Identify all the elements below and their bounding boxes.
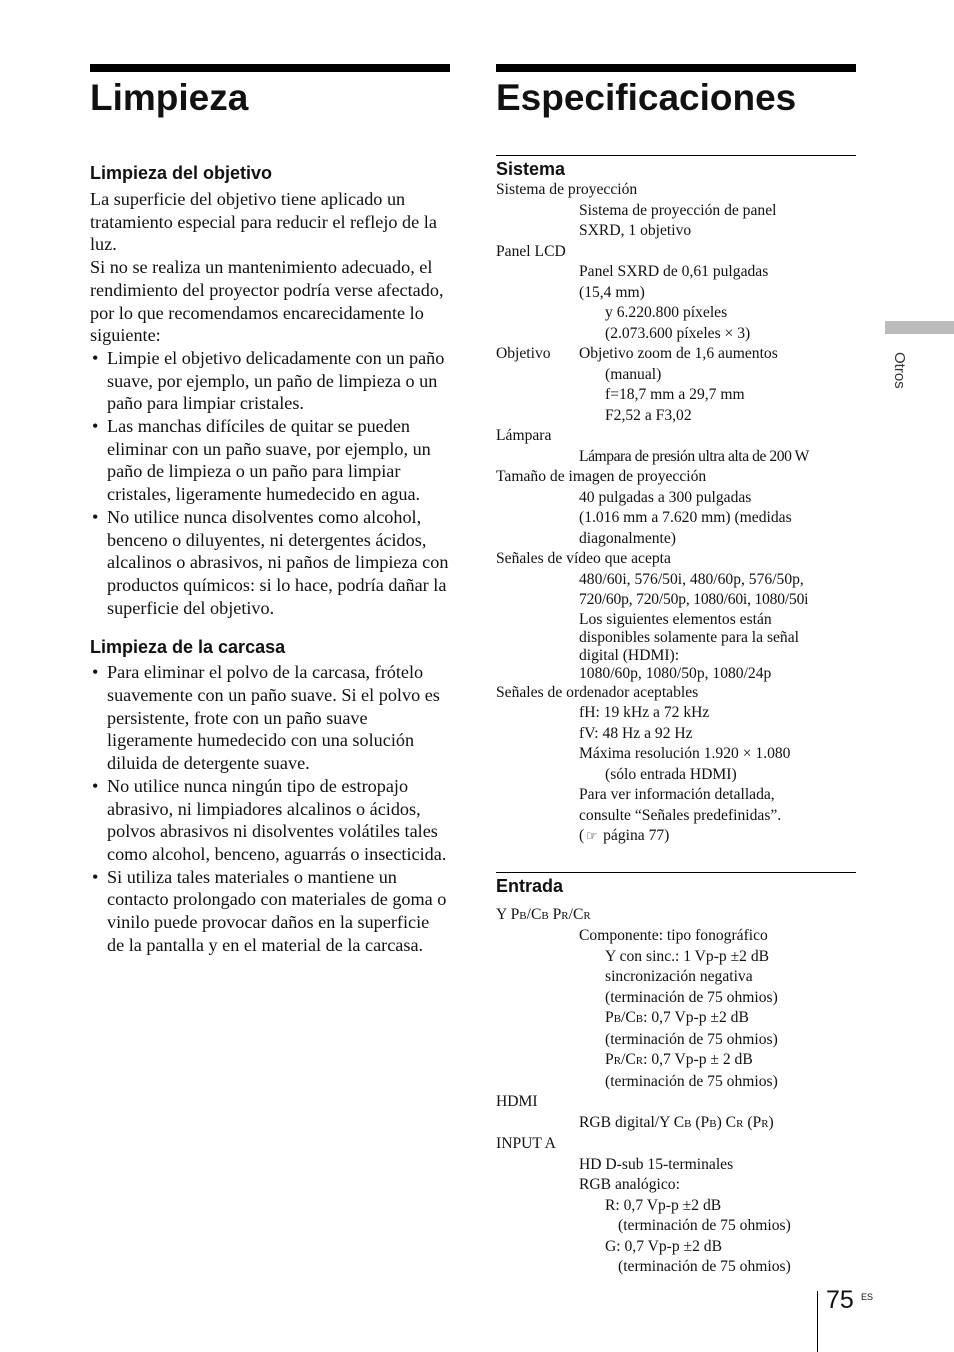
page-language-code: ES — [861, 1292, 874, 1302]
text: /C — [526, 905, 542, 923]
spec-value: (1.016 mm a 7.620 mm) (medidas — [579, 509, 792, 526]
spec-value — [496, 1050, 856, 1072]
text: B — [709, 1117, 717, 1130]
paragraph: Si no se realiza un mantenimiento adecuado, el rendimiento del proyector podría verse afectado, por lo que recomendamos encarecidamente lo siguiente: — [90, 257, 444, 346]
list-item: • Si utiliza tales materiales o mantiene un contacto prolongado con materiales de goma o vinilo puede provocar daños en la superficie de la pantalla y en el material de la carcasa. — [90, 866, 450, 957]
spec-value: SXRD, 1 objetivo — [579, 222, 692, 239]
heading-sistema: Sistema — [496, 159, 566, 179]
spec-value: Objetivo zoom de 1,6 aumentos — [579, 345, 778, 362]
text: R — [736, 1117, 744, 1130]
text: /C — [621, 1009, 636, 1026]
lens-cleaning-body — [90, 188, 450, 619]
text: /C — [568, 905, 584, 923]
spec-label: Lámpara — [496, 427, 552, 444]
bullet-list — [90, 661, 450, 956]
text: B — [519, 909, 527, 922]
heading-entrada: Entrada — [496, 875, 564, 896]
list-item: • Para eliminar el polvo de la carcasa, frótelo suavemente con un paño suave. Si el polvo es persistente, frote con un paño suave ligeramente humedecido con una solución diluida de detergente suave. — [90, 661, 450, 775]
title-bar — [496, 64, 856, 72]
text: R — [613, 1055, 622, 1067]
list-item: • Las manchas difíciles de quitar se pueden eliminar con un paño suave, por ejemplo, un paño de limpieza o un paño para limpiar cristales, ligeramente humedecido en agua. — [90, 415, 450, 506]
text: B — [635, 1013, 644, 1025]
page-title-especificaciones: Especificaciones — [496, 77, 797, 118]
spec-label: HDMI — [496, 1093, 538, 1110]
spec-value: consulte “Señales predefinidas”. — [579, 806, 782, 824]
spec-value: Panel SXRD de 0,61 pulgadas — [579, 263, 769, 280]
text: (P — [743, 1113, 762, 1131]
spec-value: fV: 48 Hz a 92 Hz — [579, 724, 693, 742]
spec-label: Señales de ordenador aceptables — [496, 683, 699, 701]
text: B — [541, 909, 549, 922]
text: ) — [768, 1113, 774, 1131]
spec-value: F2,52 a F3,02 — [605, 406, 692, 424]
section-tab-label: Otros — [891, 352, 908, 389]
text: P — [605, 1009, 614, 1026]
spec-value: (2.073.600 píxeles × 3) — [605, 324, 751, 342]
spec-value: G: 0,7 Vp-p ±2 dB — [605, 1237, 722, 1255]
list-item: • No utilice nunca disolventes como alcohol, benceno o diluyentes, ni detergentes ácidos, alcalinos o abrasivos, ni paños de limpieza con productos químicos: si lo hace, podría dañar la superficie del objetivo. — [90, 506, 450, 620]
section-rule — [496, 872, 856, 873]
cleaning-column — [90, 64, 450, 957]
text: (P — [691, 1113, 710, 1131]
heading-case-cleaning: Limpieza de la carcasa — [90, 637, 286, 658]
spec-value: Máxima resolución 1.920 × 1.080 — [579, 745, 791, 762]
specs-column — [496, 64, 856, 1278]
spec-value: (terminación de 75 ohmios) — [605, 988, 778, 1006]
spec-value: (terminación de 75 ohmios) — [605, 1072, 778, 1090]
text: : 0,7 Vp-p ±2 dB — [643, 1009, 749, 1026]
spec-value: (15,4 mm) — [579, 283, 645, 301]
spec-label: INPUT A — [496, 1135, 556, 1152]
text: /C — [621, 1051, 636, 1068]
text: Y P — [496, 905, 520, 923]
page-reference-link[interactable]: página 77) — [599, 827, 670, 844]
section-tab-marker — [885, 321, 954, 334]
sistema-specs — [496, 180, 856, 848]
case-cleaning-body — [90, 661, 450, 956]
spec-label — [496, 905, 856, 927]
entrada-specs — [496, 905, 856, 1278]
text: RGB digital/Y C — [579, 1113, 685, 1131]
list-item: • No utilice nunca ningún tipo de estropajo abrasivo, ni limpiadores alcalinos o ácidos, polvos abrasivos ni disolventes volátiles tales como alcohol, benceno, aguarrás o insecticida. — [90, 775, 450, 866]
spec-value: digital (HDMI): — [579, 646, 680, 664]
text: R — [561, 909, 569, 922]
spec-value: disponibles solamente para la señal — [579, 628, 799, 646]
title-bar — [90, 64, 450, 72]
spec-value: Sistema de proyección de panel — [579, 201, 777, 219]
text: R — [761, 1117, 769, 1130]
spec-value — [496, 1113, 856, 1135]
text: : 0,7 Vp-p ± 2 dB — [643, 1051, 753, 1068]
spec-value: Lámpara de presión ultra alta de 200 W — [579, 447, 809, 465]
paragraph: La superficie del objetivo tiene aplicado un tratamiento especial para reducir el reflejo de la luz. — [90, 189, 437, 255]
spec-value: Para ver información detallada, — [579, 786, 775, 803]
spec-label: Tamaño de imagen de proyección — [496, 468, 707, 485]
spec-value: R: 0,7 Vp-p ±2 dB — [605, 1196, 722, 1214]
spec-value: y 6.220.800 píxeles — [605, 304, 728, 321]
text: B — [684, 1117, 692, 1130]
paren: ( — [579, 827, 585, 844]
spec-value: (terminación de 75 ohmios) — [618, 1258, 791, 1275]
spec-row — [496, 344, 856, 365]
spec-value: HD D-sub 15-terminales — [579, 1155, 734, 1173]
spec-value: 480/60i, 576/50i, 480/60p, 576/50p, — [579, 570, 804, 588]
spec-value: f=18,7 mm a 29,7 mm — [605, 386, 745, 403]
spec-value: sincronización negativa — [605, 968, 753, 985]
spec-label: Señales de vídeo que acepta — [496, 550, 671, 567]
text: R — [635, 1055, 644, 1067]
spec-value: (terminación de 75 ohmios) — [605, 1030, 778, 1048]
bullet-list — [90, 347, 450, 619]
text: P — [548, 905, 562, 923]
list-item: • Limpie el objetivo delicadamente con un paño suave, por ejemplo, un paño de limpieza o un paño para limpiar cristales. — [90, 347, 450, 415]
section-rule — [496, 155, 856, 156]
page-number: 75 — [826, 1286, 854, 1314]
page-title-limpieza: Limpieza — [90, 77, 249, 118]
spec-label: Panel LCD — [496, 242, 566, 260]
spec-value: Los siguientes elementos están — [579, 610, 772, 628]
spec-value: (sólo entrada HDMI) — [605, 765, 737, 783]
heading-lens-cleaning: Limpieza del objetivo — [90, 163, 273, 183]
spec-value — [496, 826, 856, 848]
text: B — [613, 1013, 622, 1025]
spec-value: Y con sinc.: 1 Vp-p ±2 dB — [605, 947, 770, 965]
spec-value: (manual) — [605, 365, 662, 383]
spec-value: RGB analógico: — [579, 1176, 680, 1193]
spec-value: fH: 19 kHz a 72 kHz — [579, 704, 710, 721]
spec-label: Sistema de proyección — [496, 181, 638, 198]
page-number-divider — [817, 1291, 818, 1352]
spec-value: (terminación de 75 ohmios) — [618, 1217, 791, 1234]
spec-value: Componente: tipo fonográfico — [579, 927, 768, 944]
spec-value: 40 pulgadas a 300 pulgadas — [579, 488, 752, 506]
spec-value: 1080/60p, 1080/50p, 1080/24p — [579, 664, 772, 682]
spec-value: diagonalmente) — [579, 529, 676, 547]
text: ) C — [716, 1113, 737, 1131]
page-reference-icon: ☞ — [585, 829, 598, 844]
spec-value: 720/60p, 720/50p, 1080/60i, 1080/50i — [579, 591, 809, 608]
spec-value — [496, 1008, 856, 1030]
text: R — [583, 909, 591, 922]
text: P — [605, 1051, 614, 1068]
spec-label: Objetivo — [496, 345, 551, 362]
